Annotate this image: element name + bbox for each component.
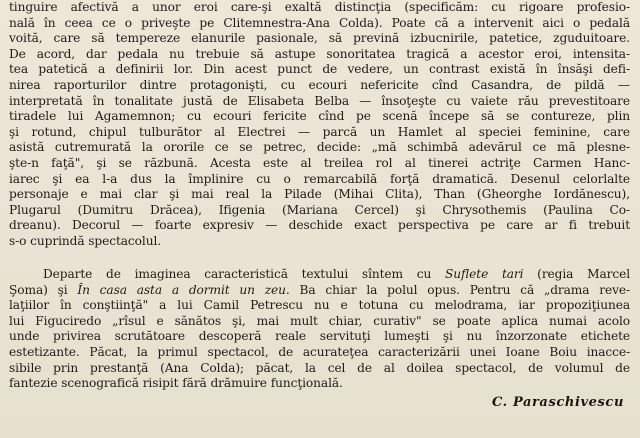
text-run: Departe de imaginea caracteristică textului sîntem cu	[43, 267, 445, 281]
text-line: şte-n faţă", şi se răzbună. Acesta este al treilea rol al tinerei actriţe Carmen Hanc-	[9, 155, 630, 170]
text-line: asistă cutremurată la ororile ce se petrec, decide: „mă schimbă adevărul ce mă plesne-	[9, 140, 630, 155]
text-line: tinguire afectivă a unor eroi care-şi exaltă distincţia (specificăm: cu rigoare profesio-	[9, 0, 630, 14]
text-run: . Ba chiar la polul opus. Pentru că „drama reve-	[285, 282, 631, 297]
text-line: voită, care să tempereze elanurile pasionale, să prevină izbucnirile, patetice, zguduitoare.	[9, 31, 630, 46]
text-run: (regia Marcel	[523, 267, 630, 281]
text-line: iarec şi ea l-a dus la împlinire cu o remarcabilă forţă dramatică. Desenul celorlalte	[9, 171, 630, 186]
text-line: interpretată în tonalitate justă de Elisabeta Belba — însoţeşte cu vaiete rău prevestitoare	[9, 93, 630, 108]
play-title-emphasis: În casa asta a dormit un zeu	[77, 282, 286, 297]
author-signature: C. Paraschivescu	[491, 395, 624, 410]
play-title-emphasis: Suflete tari	[444, 267, 524, 281]
text-line: nală în ceea ce o priveşte pe Clitemnestra-Ana Colda). Poate că a intervenit aici o pedală	[9, 15, 630, 30]
text-line: personaje e mai clar şi mai real la Pilade (Mihai Clita), Than (Gheorghe Iordănescu),	[9, 187, 630, 202]
paragraph-1	[9, 0, 630, 250]
paragraph-2	[9, 267, 630, 392]
text-line: s-o cuprindă spectacolul.	[9, 233, 162, 248]
text-line: Plugarul (Dumitru Drăcea), Ifigenia (Mariana Cercel) şi Chrysothemis (Paulina Co-	[9, 202, 630, 217]
text-line: tea patetică a definirii lor. Din acest punct de vedere, un contrast există în însăşi defi-	[9, 62, 630, 77]
text-run: Şoma) şi	[9, 282, 78, 297]
text-line: fantezie scenografică risipit fără drămuire funcţională.	[9, 376, 343, 391]
text-line: unde privirea scrutătoare descoperă reale servituţi lumeşti şi nu înzorzonate etichete	[9, 329, 630, 344]
text-line: dreanu). Decorul — foarte expresiv — deschide exact perspectiva pe care ar fi trebuit	[9, 218, 630, 233]
text-line: sibile prin prestanţă (Ana Colda); păcat, la cel de al doilea spectacol, de volumul de	[9, 360, 630, 375]
text-line: laţiilor în conştiinţă" a lui Camil Petrescu nu e totuna cu melodrama, iar propoziţiunea	[9, 298, 630, 313]
text-line: lui Figuciredo „rîsul e sănătos şi, mai mult chiar, curativ" se poate aplica numai acolo	[9, 313, 630, 328]
text-line	[9, 283, 630, 299]
text-line: tiradele lui Agamemnon; cu ecouri fericite cînd pe scenă începe să se contureze, plin	[9, 109, 630, 124]
text-line: De acord, dar pedala nu trebuie să astupe sonoritatea tragică a acestor eroi, intensita-	[9, 46, 630, 61]
text-line: estetizante. Păcat, la primul spectacol, de acurateţea caracterizării unei Ioane Boiu inacce-	[9, 344, 630, 359]
text-line	[9, 267, 630, 283]
text-line: şi rotund, chipul tulburător al Electrei — parcă un Hamlet al speciei feminine, care	[9, 124, 630, 139]
text-line: nirea raporturilor dintre protagonişti, cu ecouri nefericite cînd Casandra, de pildă —	[9, 77, 630, 92]
